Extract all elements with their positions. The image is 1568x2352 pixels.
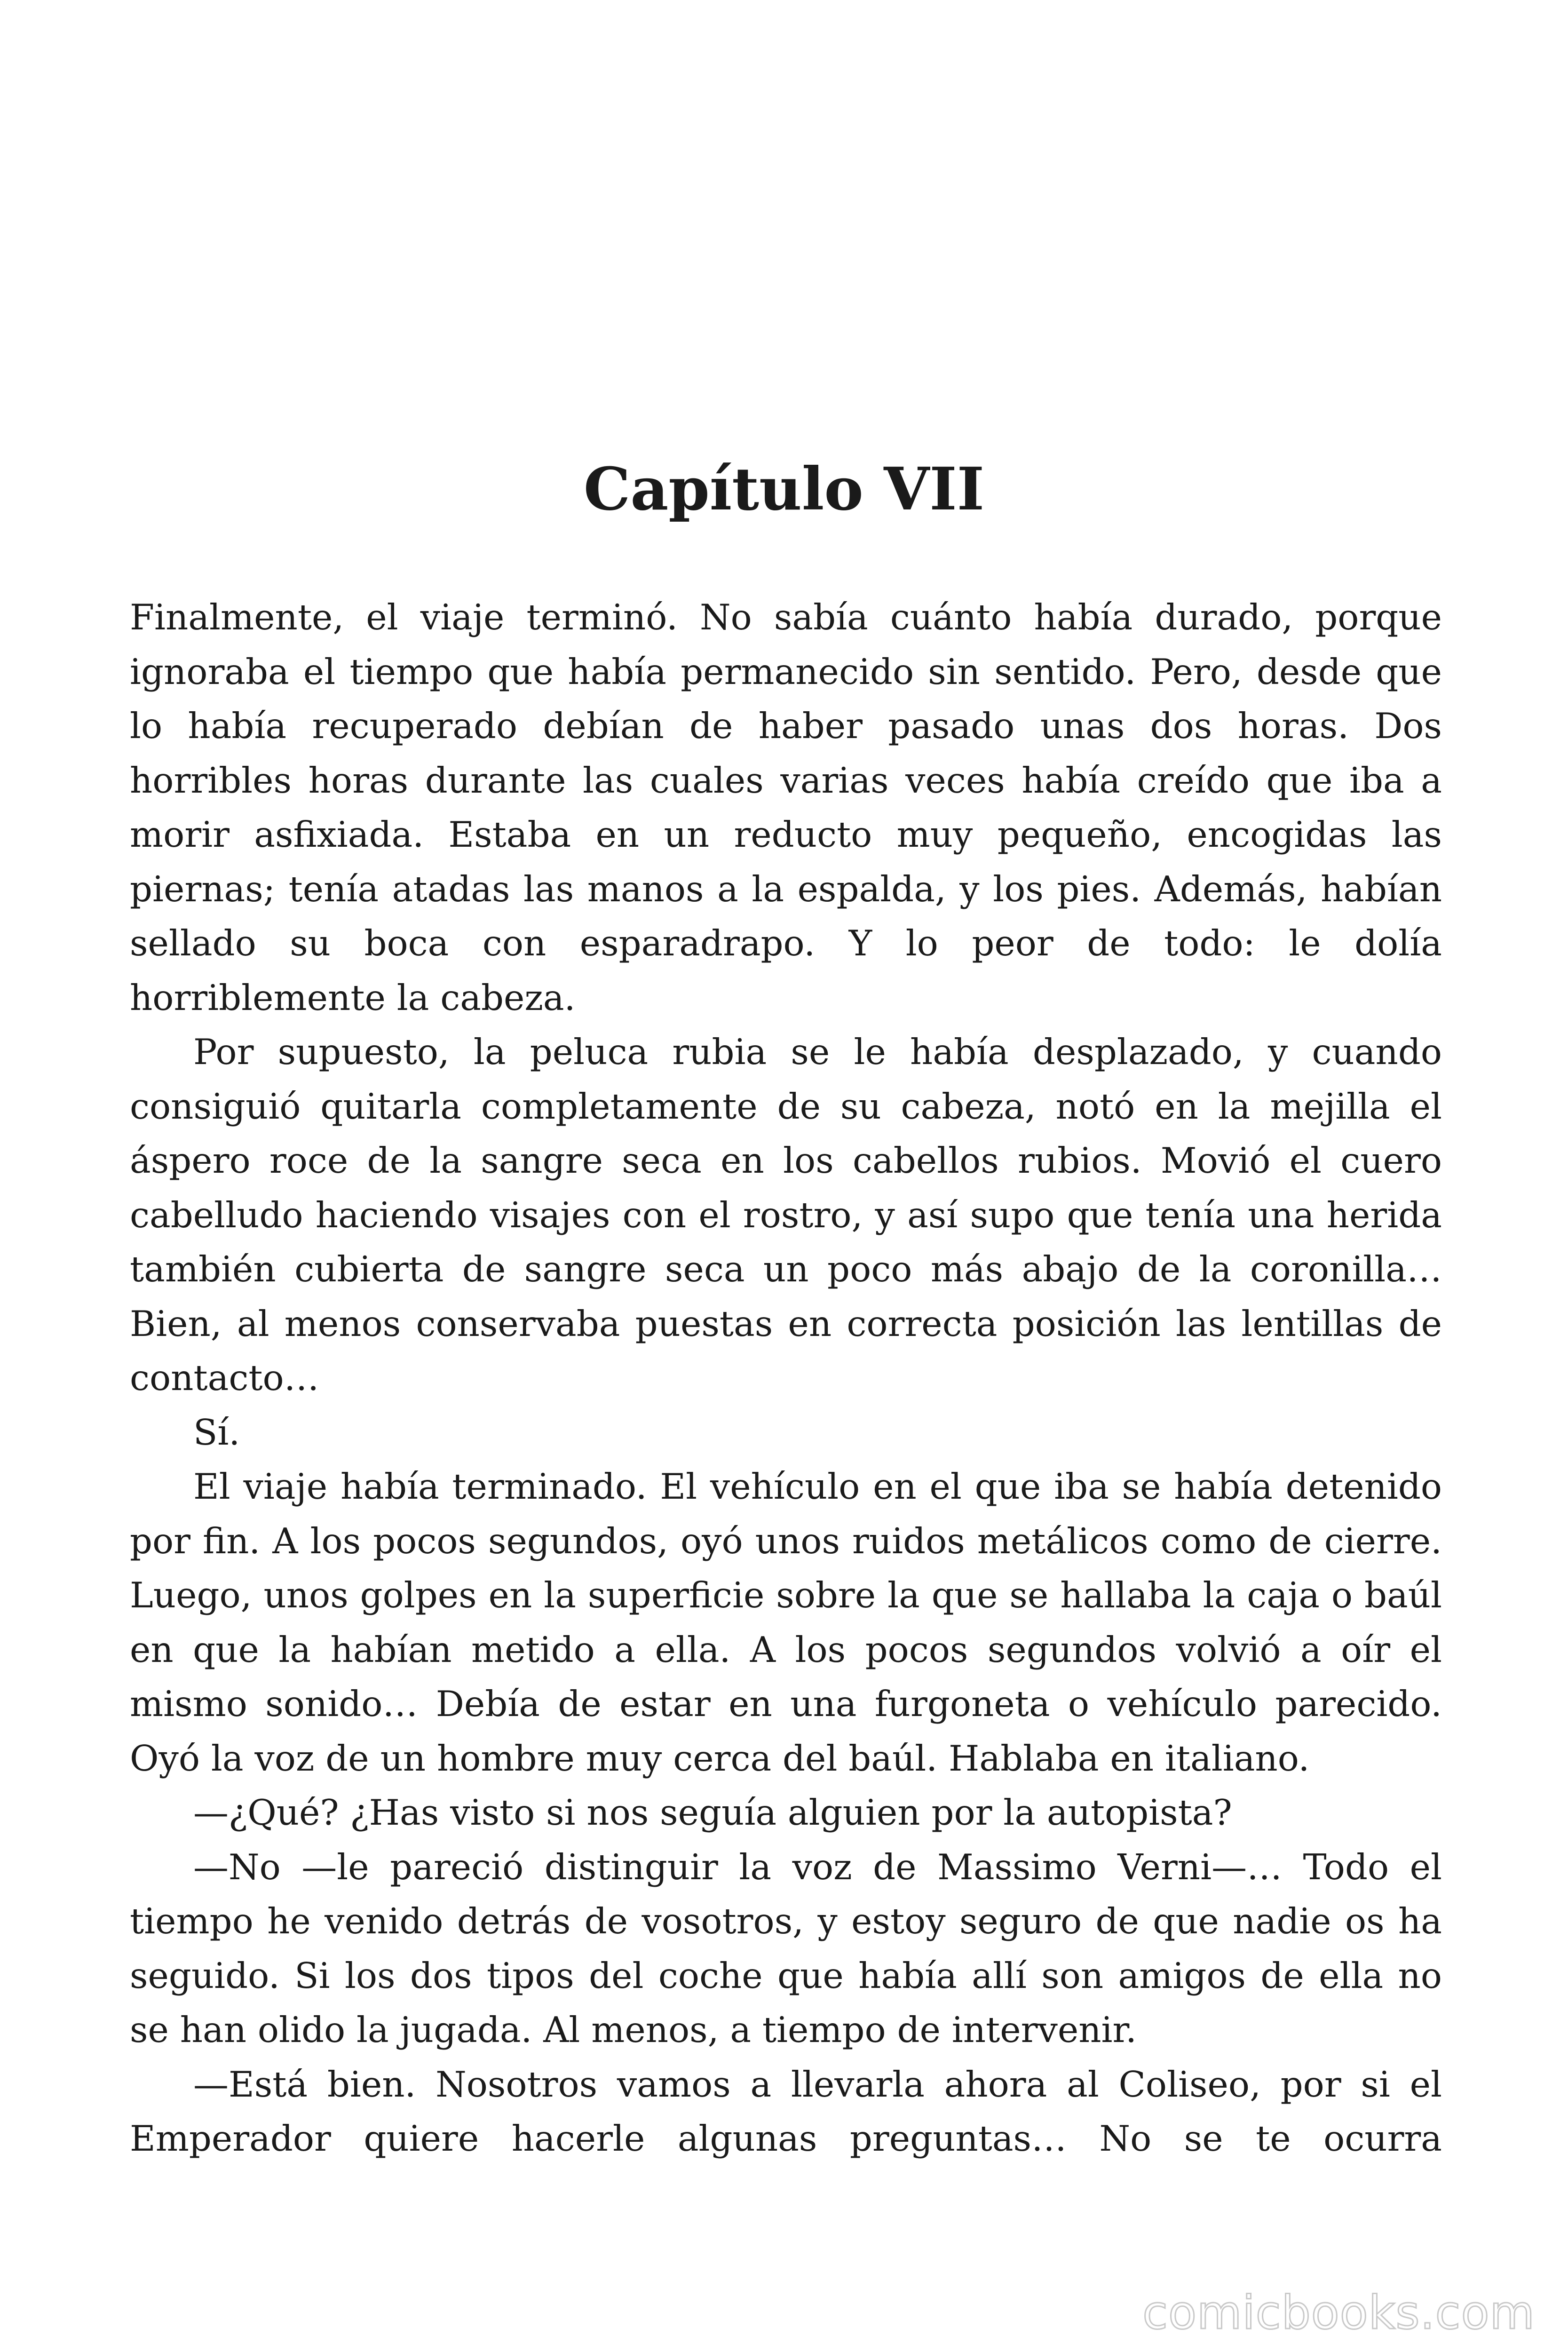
paragraph: Por supuesto, la peluca rubia se le había desplazado, y cuando consiguió quitarla completamente de su cabeza, notó en la mejilla el áspero roce de la sangre seca en los cabellos rubios. Movió el cuero cabelludo haciendo visajes con el rostro, y así supo que tenía una herida también cubierta de sangre seca un poco más abajo de la coronilla… Bien, al menos conservaba puestas en correcta posición las lentillas de contacto… bbox=[130, 1031, 1442, 1398]
paragraph: Sí. bbox=[193, 1411, 240, 1453]
paragraph: —¿Qué? ¿Has visto si nos seguía alguien por la autopista? bbox=[193, 1792, 1232, 1833]
paragraph: —Está bien. Nosotros vamos a llevarla ahora al Coliseo, por si el Emperador quiere hacerle algunas preguntas… No se te ocurra bbox=[130, 2063, 1442, 2159]
chapter-body bbox=[130, 590, 1442, 2166]
chapter-title: Capítulo VII bbox=[583, 455, 985, 524]
paragraph: —No —le pareció distinguir la voz de Massimo Verni—… Todo el tiempo he venido detrás de vosotros, y estoy seguro de que nadie os ha seguido. Si los dos tipos del coche que había allí son amigos de ella no se han olido la jugada. Al menos, a tiempo de intervenir. bbox=[130, 1846, 1442, 2050]
paragraph: El viaje había terminado. El vehículo en el que iba se había detenido por fin. A los pocos segundos, oyó unos ruidos metálicos como de cierre. Luego, unos golpes en la superficie sobre la que se hallaba la caja o baúl en que la habían metido a ella. A los pocos segundos volvió a oír el mismo sonido… Debía de estar en una furgoneta o vehículo parecido. Oyó la voz de un hombre muy cerca del baúl. Hablaba en italiano. bbox=[130, 1466, 1442, 1779]
paragraph: Finalmente, el viaje terminó. No sabía cuánto había durado, porque ignoraba el tiempo que había permanecido sin sentido. Pero, desde que lo había recuperado debían de haber pasado unas dos horas. Dos horribles horas durante las cuales varias veces había creído que iba a morir asfixiada. Estaba en un reducto muy pequeño, encogidas las piernas; tenía atadas las manos a la espalda, y los pies. Además, habían sellado su boca con esparadrapo. Y lo peor de todo: le dolía horriblemente la cabeza. bbox=[130, 596, 1442, 1018]
watermark: comicbooks.com bbox=[1142, 2286, 1535, 2340]
